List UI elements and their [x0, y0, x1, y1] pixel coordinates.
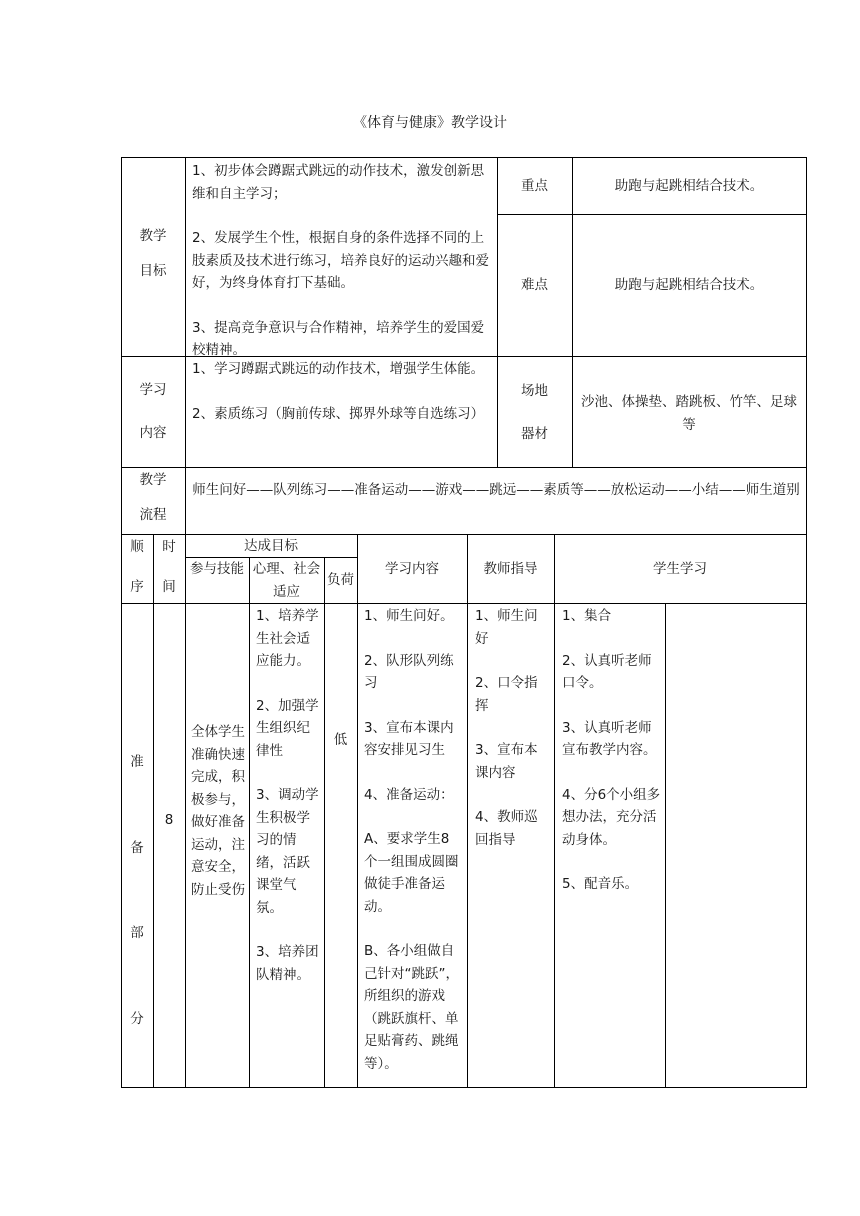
difficulty-value: 助跑与起跳相结合技术。 [614, 277, 764, 293]
goals-label: 教学 目标 [139, 228, 167, 279]
col-divider [249, 557, 250, 1088]
header-content: 学习内容 [385, 561, 439, 577]
prep-participation: 全体学生准确快速完成，积极参与，做好准备运动，注意安全，防止受伤 [191, 724, 245, 898]
row-divider [121, 467, 807, 468]
prep-time: 8 [164, 812, 174, 828]
equipment-value: 沙池、体操垫、踏跳板、竹竿、足球等 [581, 394, 797, 433]
prep-load: 低 [333, 732, 348, 748]
col-divider [324, 557, 325, 1088]
key-point-label: 重点 [521, 178, 548, 194]
header-teacher: 教师指导 [483, 561, 538, 577]
content-label: 学习 内容 [139, 382, 167, 441]
col-divider [572, 356, 573, 468]
key-point-value: 助跑与起跳相结合技术。 [614, 178, 764, 194]
prep-psych: 1、培养学生社会适应能力。 2、加强学生组织纪律性 3、调动学生积极学习的情绪，活跃课堂气氛。 3、培养团队精神。 [256, 608, 319, 983]
part-char: 备 [130, 840, 144, 856]
header-psych: 心理、社会适应 [252, 561, 321, 600]
venue-label: 场地 器材 [521, 383, 548, 442]
prep-teacher: 1、师生问好 2、口令指挥 3、宣布本课内容 4、教师巡回指导 [475, 608, 538, 848]
part-char: 部 [130, 925, 144, 941]
row-divider [497, 214, 807, 215]
col-divider [185, 157, 186, 1088]
part-char: 分 [130, 1011, 144, 1027]
part-char: 准 [130, 754, 144, 770]
col-divider [357, 534, 358, 1088]
header-goals: 达成目标 [244, 538, 298, 554]
goals-text: 1、初步体会蹲踞式跳远的动作技术，激发创新思维和自主学习； 2、发展学生个性，根据自身的条件选择不同的上肢素质及技术进行练习，培养良好的运动兴趣和爱好，为终身体育打下基础。 3、提高竞争意识与合作精神，培养学生的爱国爱校精神。 [192, 163, 489, 358]
header-order: 顺 序 [130, 539, 144, 595]
col-divider [467, 534, 468, 1088]
header-load: 负荷 [327, 572, 354, 588]
prep-content: 1、师生问好。 2、队形队列练习 3、宣布本课内容安排见习生 4、准备运动： A、要求学生8个一组围成圆圈做徒手准备运动。 B、各小组做自己针对“跳跃”，所组织的游戏（跳跃旗杆、单足贴膏药、跳绳等）。 [364, 608, 459, 1072]
col-divider [665, 603, 666, 1088]
flow-label: 教学 流程 [139, 472, 167, 523]
row-divider [121, 603, 807, 604]
document-title: 《体育与健康》教学设计 [353, 115, 507, 131]
flow-text: 师生问好——队列练习——准备运动——游戏——跳远——素质等——放松运动——小结——师生道别 [192, 482, 800, 498]
table-border-top [121, 157, 807, 158]
table-border-left [121, 157, 122, 1088]
table-border-bottom [121, 1087, 807, 1088]
content-text: 1、学习蹲踞式跳远的动作技术，增强学生体能。 2、素质练习（胸前传球、掷界外球等自选练习） [192, 361, 485, 422]
difficulty-label: 难点 [521, 277, 548, 293]
table-border-right [806, 157, 807, 1088]
prep-student: 1、集合 2、认真听老师口令。 3、认真听老师宣布教学内容。 4、分6个小组多想办法，充分活动身体。 5、配音乐。 [562, 608, 661, 892]
header-participation: 参与技能 [190, 561, 244, 577]
header-time: 时 间 [162, 539, 176, 595]
col-divider [554, 534, 555, 1088]
header-student: 学生学习 [653, 561, 707, 577]
